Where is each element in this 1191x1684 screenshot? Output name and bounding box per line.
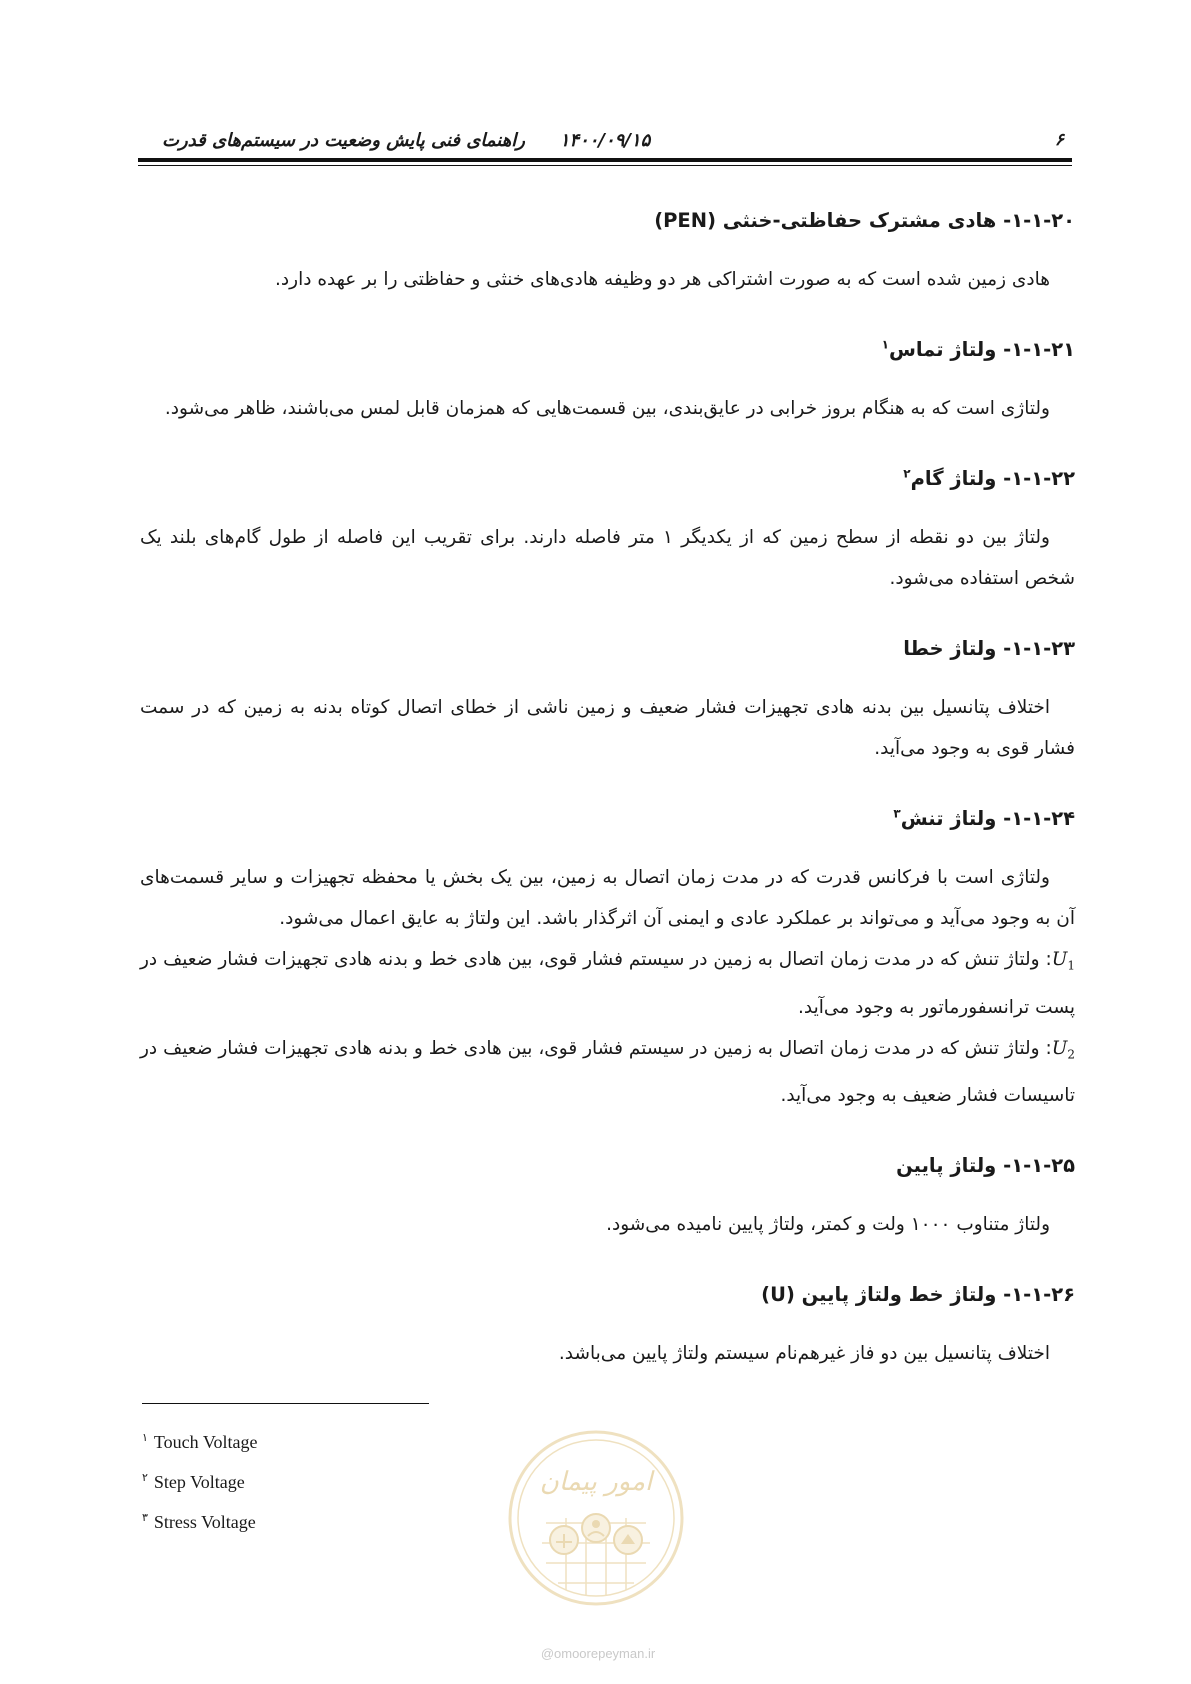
section-heading: ۱-۱-۲۵- ولتاژ پایین <box>896 1154 1075 1178</box>
footnote-ref: ۳ <box>893 806 901 821</box>
footnote-item: $^۲$ Step Voltage <box>142 1472 245 1492</box>
header-rule-thick <box>138 158 1072 162</box>
section-25 <box>140 1150 1075 1245</box>
section-heading: ۱-۱-۲۱- ولتاژ تماس$^۱$ <box>881 337 1075 361</box>
section-20 <box>140 205 1075 300</box>
page-header <box>138 120 1072 160</box>
section-26 <box>140 1279 1075 1374</box>
section-paragraph: اختلاف پتانسیل بین بدنه هادی تجهیزات فشار ضعیف و زمین ناشی از خطای اتصال کوتاه بدنه به زمین که در سمت فشار قوی به وجود می‌آید. <box>140 697 1075 759</box>
section-paragraph: اختلاف پتانسیل بین دو فاز غیرهم‌نام سیستم ولتاژ پایین می‌باشد. <box>558 1343 1050 1365</box>
section-heading: ۱-۱-۲۶- ولتاژ خط ولتاژ پایین (U) <box>761 1283 1075 1307</box>
section-heading: ۱-۱-۲۴- ولتاژ تنش$^۳$ <box>893 806 1075 830</box>
watermark-stamp-logo <box>506 1428 686 1608</box>
section-heading: ۱-۱-۲۰- هادی مشترک حفاظتی-خنثی (PEN) <box>654 209 1075 232</box>
header-title: راهنمای فنی پایش وضعیت در سیستم‌های قدرت <box>162 130 525 151</box>
footnote-item: $^۳$ Stress Voltage <box>142 1512 256 1532</box>
section-paragraph: ولتاژ متناوب ۱۰۰۰ ولت و کمتر، ولتاژ پایین نامیده می‌شود. <box>606 1214 1050 1236</box>
section-paragraph: هادی زمین شده است که به صورت اشتراکی هر دو وظیفه هادی‌های خنثی و حفاظتی را بر عهده دارد. <box>275 269 1050 290</box>
section-21 <box>140 334 1075 429</box>
watermark-url: @omoorepeyman.ir <box>540 1646 656 1661</box>
section-24 <box>140 803 1075 1116</box>
section-paragraph: ولتاژی است که به هنگام بروز خرابی در عایق‌بندی، بین قسمت‌هایی که همزمان قابل لمس می‌باشند، ظاهر می‌شود. <box>164 398 1050 419</box>
footnote-ref: ۱ <box>881 337 889 352</box>
footnote-rule <box>142 1403 429 1404</box>
section-22 <box>140 463 1075 599</box>
section-heading: ۱-۱-۲۳- ولتاژ خطا <box>903 637 1075 660</box>
page-number: ۶ <box>1054 130 1064 150</box>
section-paragraph: ولتاژی است با فرکانس قدرت که در مدت زمان اتصال به زمین، بین یک بخش یا محفظه تجهیزات و سایر قسمت‌های آن به وجود می‌آید و می‌تواند بر عملکرد عادی و ایمنی آن اثرگذار باشد. این ولتاژ به عایق اعمال می‌شود. <box>140 867 1075 929</box>
section-paragraph: ولتاژ بین دو نقطه از سطح زمین که از یکدیگر ۱ متر فاصله دارند. برای تقریب این فاصله از طول گام‌های بلند یک شخص استفاده می‌شود. <box>140 527 1075 589</box>
main-content <box>140 205 1075 1408</box>
section-heading: ۱-۱-۲۲- ولتاژ گام$^۲$ <box>903 466 1075 490</box>
u2-definition: $U_2$: ولتاژ تنش که در مدت زمان اتصال به زمین در سیستم فشار قوی، بین هادی خط و بدنه هادی تجهیزات فشار ضعیف در تاسیسات فشار ضعیف به وجود می‌آید. <box>140 1037 1075 1107</box>
u2-symbol: $U_2$ <box>1051 1037 1075 1062</box>
section-23 <box>140 633 1075 769</box>
footnote-ref: ۲ <box>903 466 911 481</box>
svg-text:امور پیمان: امور پیمان <box>539 1467 653 1497</box>
header-rule-thin <box>138 165 1072 166</box>
footnote-item: $^۱$ Touch Voltage <box>142 1432 258 1452</box>
footnotes <box>142 1420 562 1540</box>
u1-symbol: $U_1$ <box>1051 949 1075 973</box>
u1-definition: $U_1$: ولتاژ تنش که در مدت زمان اتصال به زمین در سیستم فشار قوی، بین هادی خط و بدنه هادی تجهیزات فشار ضعیف در پست ترانسفورماتور به وجود می‌آید. <box>140 949 1075 1018</box>
header-date: ۱۴۰۰/۰۹/۱۵ <box>559 130 651 151</box>
